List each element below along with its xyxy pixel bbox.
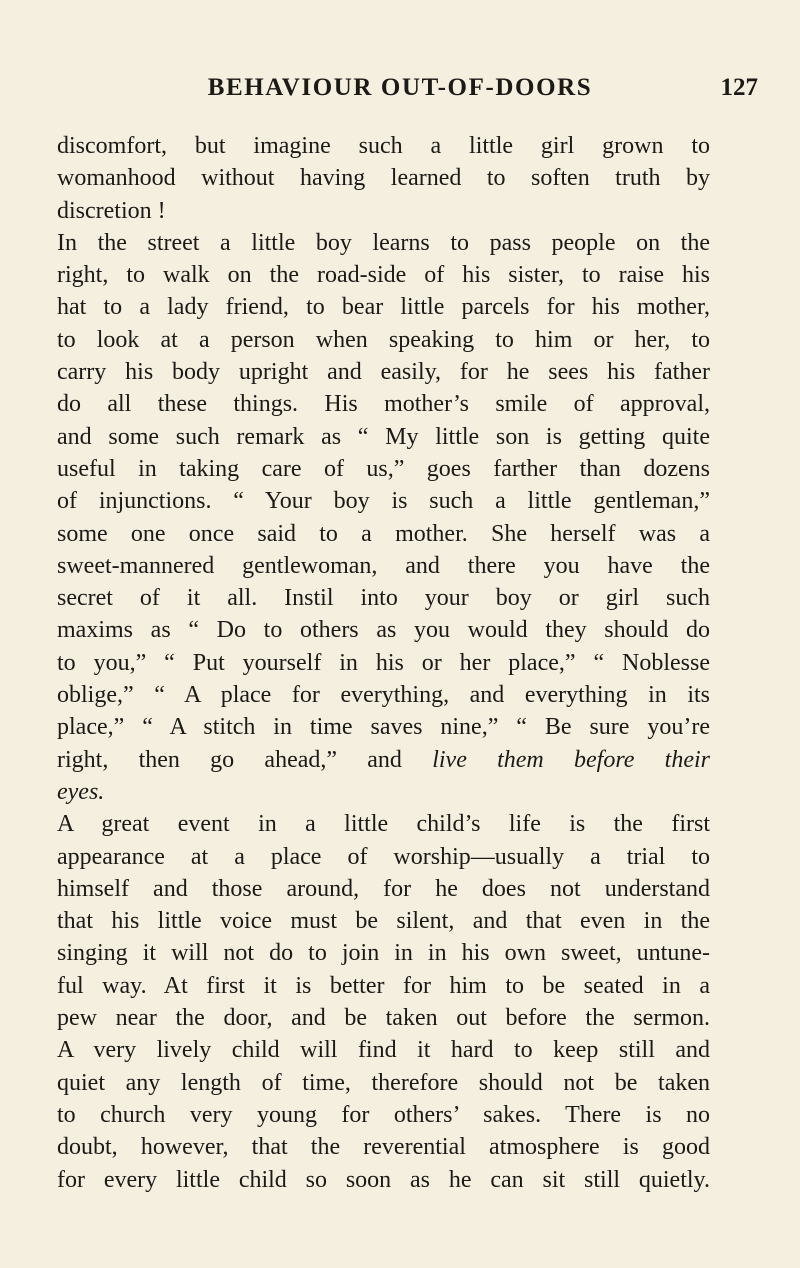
running-head <box>40 68 760 108</box>
text-line: of injunctions. “ Your boy is such a little gentleman,” <box>57 488 710 515</box>
text-line: discretion ! <box>57 197 166 224</box>
running-title: BEHAVIOUR OUT-OF-DOORS <box>207 74 593 101</box>
page-number: 127 <box>720 74 758 101</box>
text-line: himself and those around, for he does not understand <box>57 875 710 902</box>
text-line: carry his body upright and easily, for he sees his father <box>57 359 710 386</box>
text-line: to look at a person when speaking to him or her, to <box>57 326 710 353</box>
text-line-mixed <box>57 744 710 776</box>
text-line: pew near the door, and be taken out before the sermon. <box>57 1005 710 1032</box>
paragraph-start-line: A great event in a little child’s life is the first <box>57 811 710 838</box>
text-line: sweet-mannered gentlewoman, and there you have the <box>57 552 710 579</box>
text-line: doubt, however, that the reverential atmosphere is good <box>57 1134 710 1161</box>
text-line: right, to walk on the road-side of his sister, to raise his <box>57 262 710 289</box>
text-line: ful way. At first it is better for him to be seated in a <box>57 972 710 999</box>
text-line: for every little child so soon as he can sit still quietly. <box>57 1166 710 1193</box>
text-line: A very lively child will find it hard to keep still and <box>57 1037 710 1064</box>
body-text <box>57 130 710 1196</box>
text-line: place,” “ A stitch in time saves nine,” “ Be sure you’re <box>57 714 710 741</box>
paragraph-start-line <box>57 227 710 259</box>
text-line: useful in taking care of us,” goes farther than dozens <box>57 455 710 482</box>
text-line: appearance at a place of worship—usually a trial to <box>57 843 710 870</box>
text-line-roman: right, then go ahead,” and <box>57 746 402 773</box>
text-line-content: In the street a little boy learns to pass people on the <box>57 229 710 256</box>
text-line: to you,” “ Put yourself in his or her place,” “ Noblesse <box>57 649 710 676</box>
text-line: quiet any length of time, therefore should not be taken <box>57 1069 710 1096</box>
text-line: and some such remark as “ My little son is getting quite <box>57 423 710 450</box>
text-line: that his little voice must be silent, and that even in the <box>57 908 710 935</box>
text-line: to church very young for others’ sakes. There is no <box>57 1101 710 1128</box>
italic-phrase: live them before their <box>432 746 711 773</box>
text-line: some one once said to a mother. She herself was a <box>57 520 710 547</box>
text-line: oblige,” “ A place for everything, and everything in its <box>57 682 710 709</box>
text-line: hat to a lady friend, to bear little parcels for his mother, <box>57 294 710 321</box>
text-line: singing it will not do to join in in his own sweet, untune- <box>57 940 710 967</box>
text-line: maxims as “ Do to others as you would they should do <box>57 617 710 644</box>
text-line-italic: eyes. <box>57 778 105 805</box>
text-line: secret of it all. Instil into your boy or girl such <box>57 585 710 612</box>
text-line: discomfort, but imagine such a little girl grown to <box>57 133 710 159</box>
text-line: do all these things. His mother’s smile of approval, <box>57 391 710 418</box>
text-line: womanhood without having learned to soften truth by <box>57 165 710 192</box>
